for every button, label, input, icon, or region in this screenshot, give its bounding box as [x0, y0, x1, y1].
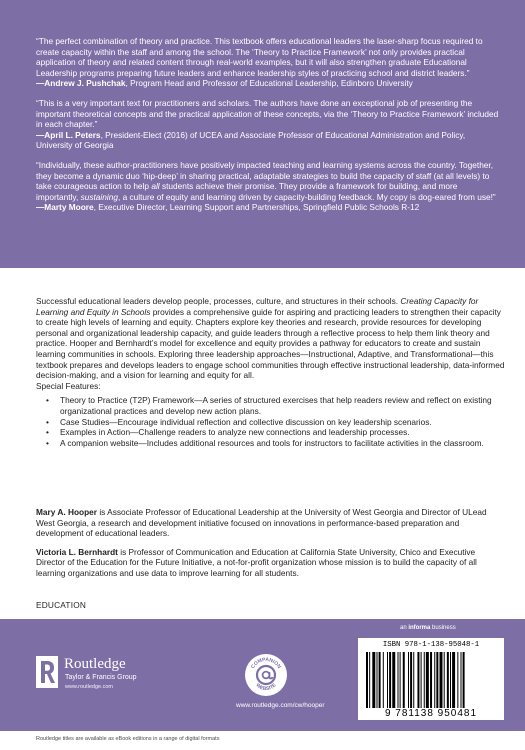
barcode-bar [421, 652, 422, 708]
ebook-note: Routledge titles are available as eBook editions in a range of digital formats [36, 736, 220, 742]
barcode-bar [392, 652, 395, 708]
barcode-bar [426, 652, 429, 708]
barcode-bar [440, 652, 443, 708]
barcode-bar [379, 652, 381, 708]
description-paragraph [36, 296, 506, 381]
testimonial-text: “This is a very important text for practitioners and scholars. The authors have done an exceptional job of presenting the important theoretical concepts and the practical application of these concepts, via the ‘Theory to Practice Framework’ included in each chapter.” [36, 97, 499, 130]
testimonial-author: —Andrew J. Pushchak [36, 78, 126, 89]
barcode-bar [424, 652, 425, 708]
barcode-bar [461, 652, 462, 708]
testimonial-text [36, 160, 500, 202]
testimonial-3 [36, 160, 500, 213]
author-bio [36, 547, 506, 579]
testimonial-text-part: “Individually, these author-practitioners have positively impacted teaching and learning systems across the country. Together, they become a dynamic duo ‘hip-deep’ in sharing practical, adaptable strategies to build the capacity of staff (at all levels) to take courageous action to help [36, 159, 494, 192]
testimonial-author: —April L. Peters [36, 129, 101, 140]
author-bio-text: is Associate Professor of Educational Leadership at the University of West Georgia and Director of ULead West Georgia, a research and development initiative focused on innovations in performance-based preparation and development of educational leaders. [36, 507, 487, 539]
author-name: Victoria L. Bernhardt [36, 546, 118, 557]
testimonial-emphasis: sustaining [80, 191, 118, 202]
barcode-bar [447, 652, 449, 708]
testimonial-attribution [36, 78, 500, 89]
list-item: • Case Studies—Encourage individual reflection and collective discussion on key leadership scenarios. [46, 417, 506, 428]
testimonial-role: , Program Head and Professor of Educational Leadership, Edinboro University [125, 78, 413, 89]
testimonial-text-part: , a culture of equity and learning driven by capacity-building feedback. My copy is dog-eared from use!” [117, 191, 496, 202]
publisher-url[interactable]: www.routledge.com [65, 684, 113, 690]
barcode-bar [410, 652, 412, 708]
barcode-bar [366, 652, 368, 708]
informa-brand: informa [408, 625, 431, 631]
book-description [36, 296, 506, 448]
barcode-bar [444, 652, 445, 708]
testimonial-2 [36, 98, 500, 151]
barcode-digits: 9 781138 950481 [384, 708, 478, 719]
routledge-logo-icon [36, 656, 58, 688]
special-features-title: Special Features: [36, 380, 101, 391]
author-bio-text: is Professor of Communication and Education at California State University, Chico and Executive Director of the Education for the Future Initiative, a not-for-profit organization whose mission is to build the capacity of all learning organizations and use data to improve learning for all students. [36, 546, 477, 578]
barcode-bar [450, 652, 451, 708]
book-title: Creating Capacity for Learning and Equity in Schools [36, 296, 479, 317]
testimonial-attribution [36, 130, 500, 151]
barcode-bar [436, 652, 438, 708]
barcode-bar [457, 652, 458, 708]
testimonial-text: “The perfect combination of theory and practice. This textbook offers educational leaders the laser-sharp focus required to create capacity within the staff and among the school. The ‘Theory to Practice Framework’ not only provides practical application of theory and related content through real-world examples, but it will also strengthen graduate Educational Leadership programs preparing future leaders and enhance leadership styles of practicing school and district leaders.” [36, 36, 483, 78]
barcode-bar [387, 652, 388, 708]
barcode-bar [430, 652, 432, 708]
isbn-barcode-box [358, 638, 504, 720]
testimonial-role: , Executive Director, Learning Support and Partnerships, Springfield Public Schools R-12 [93, 202, 420, 213]
description-text: provides a comprehensive guide for aspiring and practicing leaders to strengthen their capacity to create high levels of learning and equity. Chapters explore key theories and research, provide resources for developing personal and organizational leadership capacity, and guide leaders through a reflective process to help them link theory and practice. Hooper and Bernhardt’s model for excellence and equity provides a pathway for educators to create and sustain learning communities in schools. Exploring three leadership approaches—Instructional, Adaptive, and Transformational—this textbook prepares and develops leaders to engage school communities through effective instructional leadership, data-informed decision-making, and a vision for learning and equity for all. [36, 306, 505, 381]
barcode-bar [369, 652, 370, 708]
subject-category: EDUCATION [36, 600, 87, 610]
companion-label-bottom: WEBSITE [254, 682, 278, 693]
testimonial-attribution [36, 202, 500, 213]
author-bios [36, 507, 506, 587]
barcode-bar [463, 652, 465, 708]
testimonial-role: , President-Elect (2016) of UCEA and Associate Professor of Educational Administration and Policy, University of Georgia [36, 129, 466, 151]
list-item: • A companion website—Includes additional resources and tools for instructors to facilitate activities in the classroom. [46, 438, 506, 449]
barcode-bar [389, 652, 391, 708]
testimonials [36, 36, 500, 222]
barcode-bar [383, 652, 384, 708]
barcode-bar [372, 652, 375, 708]
author-name: Mary A. Hooper [36, 507, 98, 517]
author-bio [36, 507, 506, 539]
barcode-bar [398, 652, 399, 708]
list-item: • Examples in Action—Challenge readers to analyze new connections and leadership processes. [46, 427, 506, 438]
barcode-bar [452, 652, 455, 708]
barcode-bar [403, 652, 405, 708]
barcode-bar [417, 652, 419, 708]
informa-prefix: an [400, 625, 409, 631]
description-text: Successful educational leaders develop people, processes, culture, and structures in their schools. [36, 296, 401, 306]
publisher-logo [36, 654, 166, 694]
testimonial-author: —Marty Moore [36, 202, 94, 213]
barcode-bar [400, 652, 401, 708]
publisher-group: Taylor & Francis Group [65, 674, 137, 681]
testimonial-text-part: students achieve their promise. They provide a framework for building, and more importantly, [36, 181, 458, 202]
testimonial-1 [36, 36, 500, 89]
informa-business [400, 625, 456, 631]
list-item: • Theory to Practice (T2P) Framework—A series of structured exercises that help readers review and reflect on existing organizational practices and develop new action plans. [46, 395, 506, 416]
barcode-bar [434, 652, 435, 708]
companion-label-top: COMPANION [250, 656, 282, 670]
special-features-list [46, 395, 506, 448]
companion-website-icon [244, 653, 288, 697]
publisher-name: Routledge [64, 656, 126, 672]
barcode [366, 652, 498, 708]
companion-url[interactable]: www.routledge.com/cw/hooper [236, 702, 325, 709]
barcode-bar [408, 652, 409, 708]
barcode-bar [377, 652, 378, 708]
isbn-label: ISBN 978-1-138-95048-1 [382, 641, 480, 649]
barcode-bar [413, 652, 414, 708]
testimonial-emphasis: all [151, 181, 160, 192]
informa-suffix: business [430, 625, 456, 631]
